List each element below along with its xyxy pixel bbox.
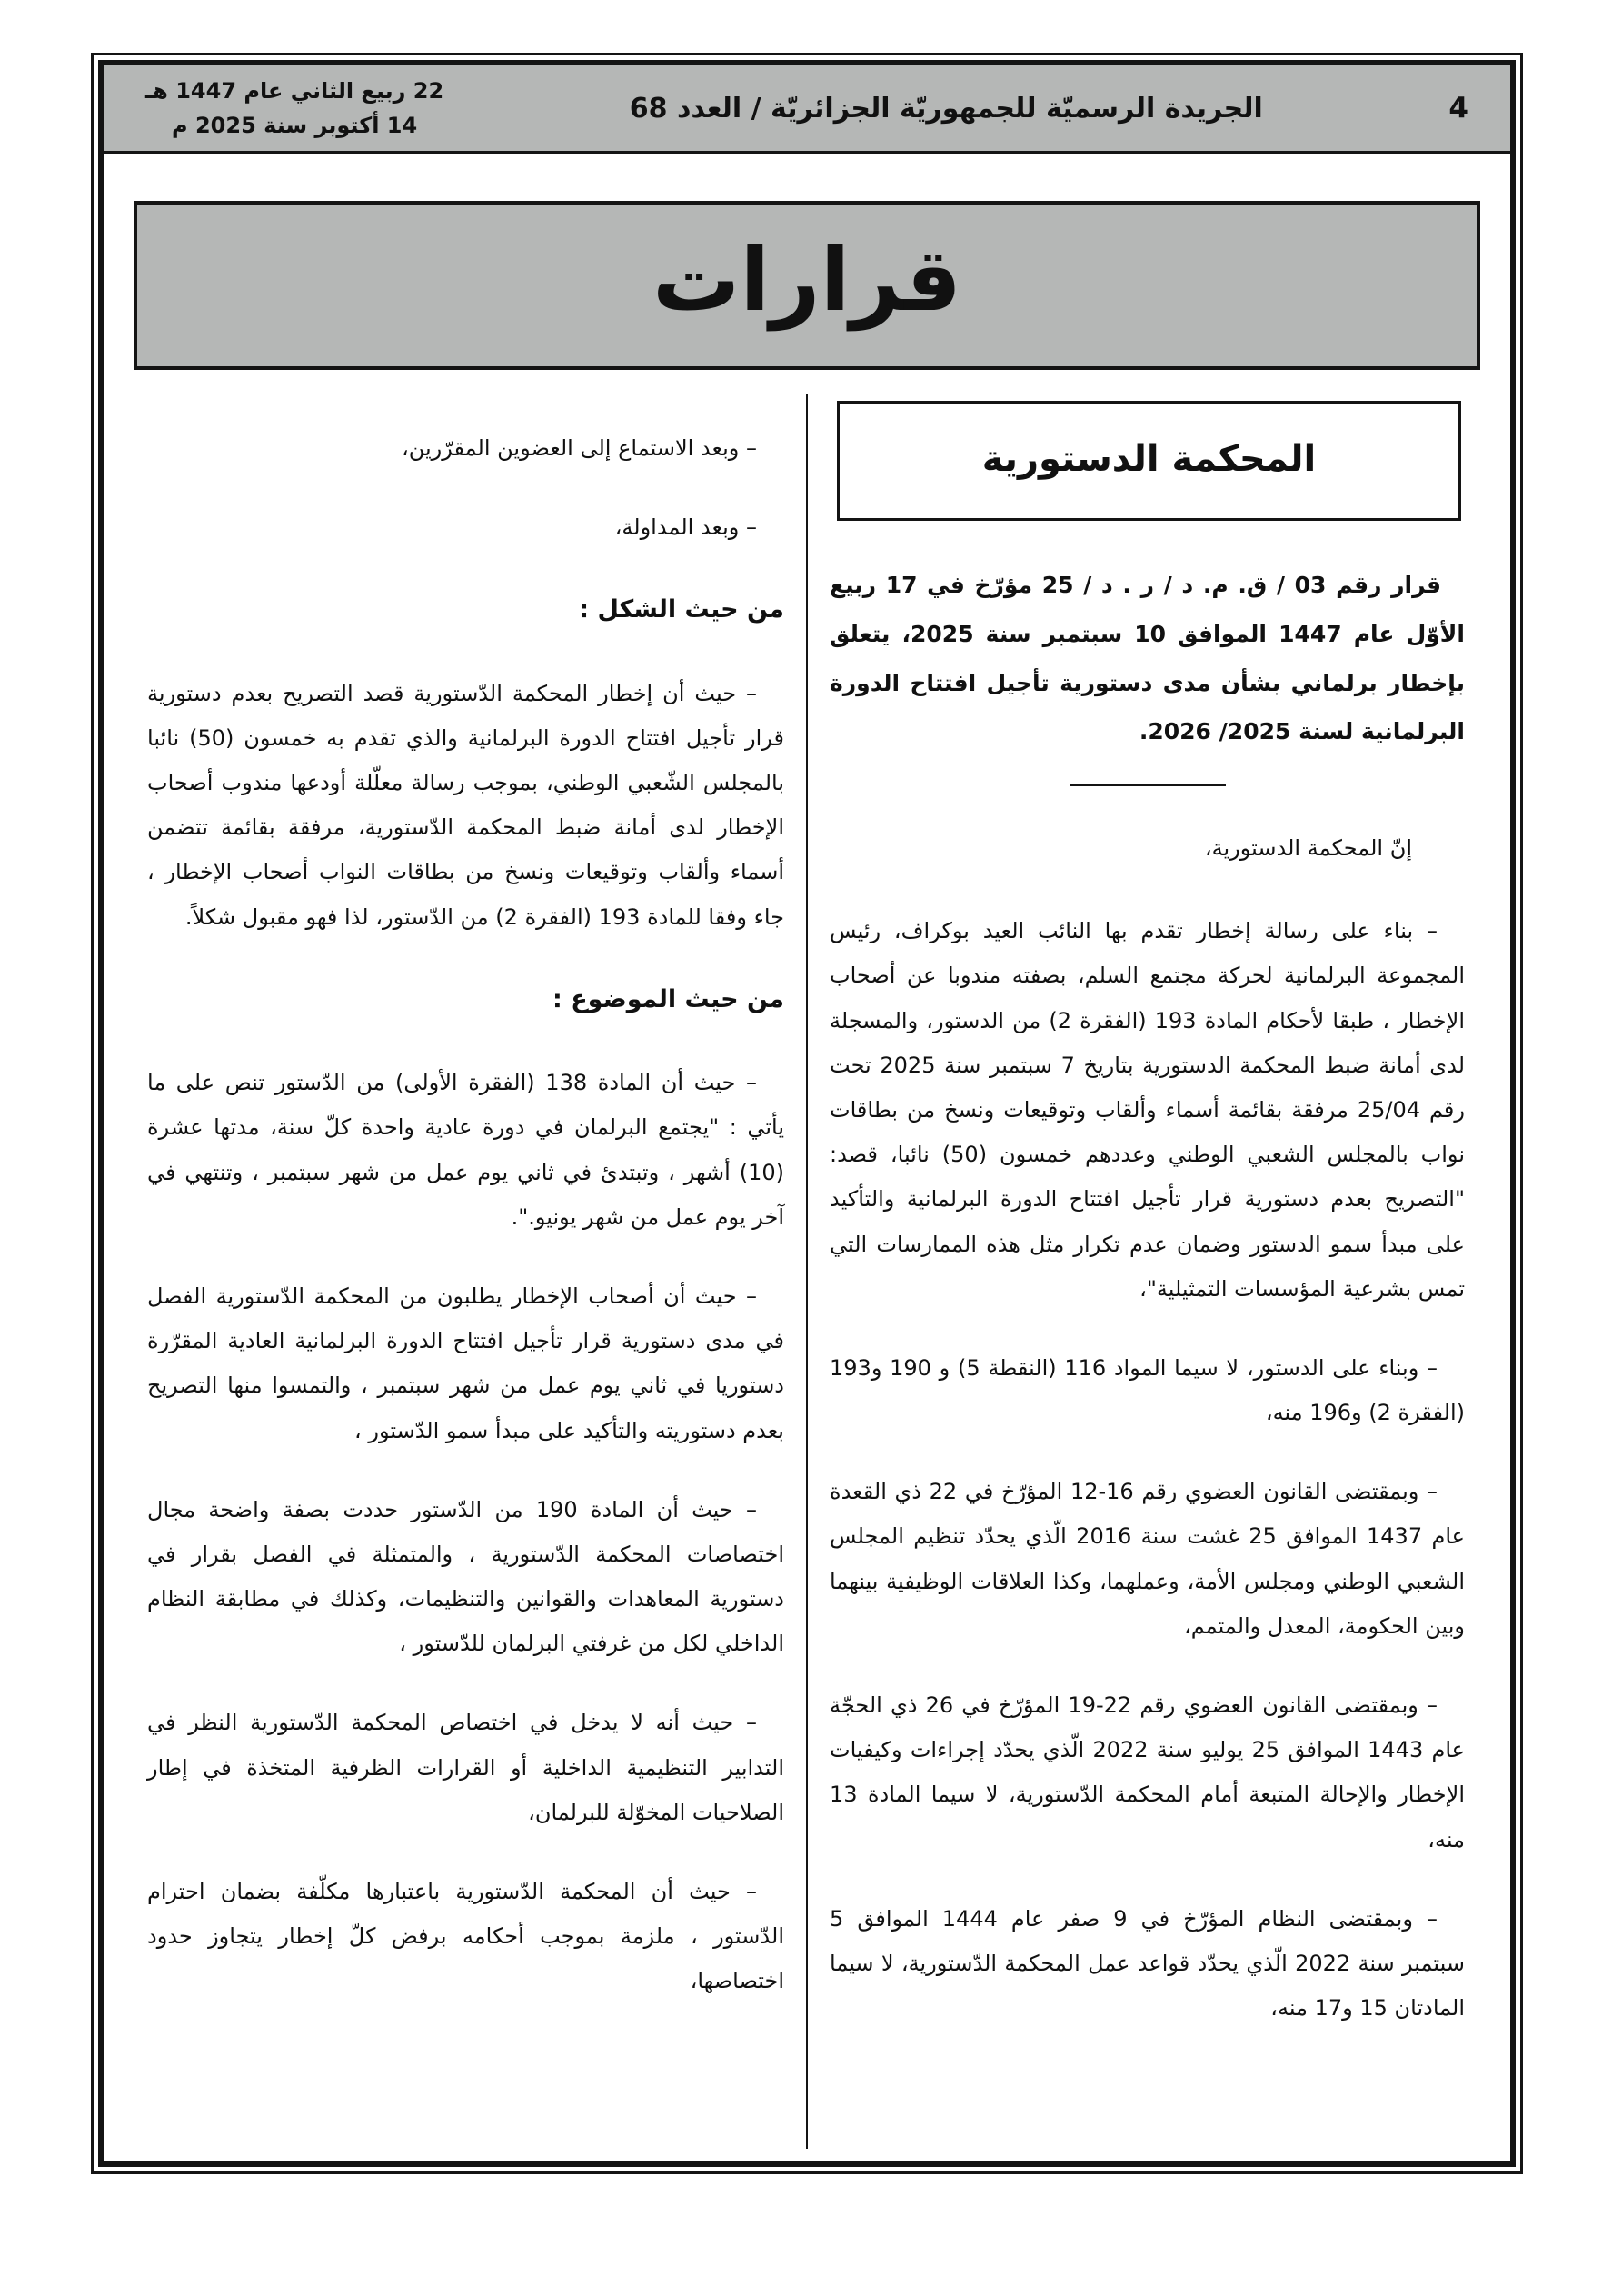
decree-paragraph: – حيث أن المحكمة الدّستورية باعتبارها مكلّفة بضمان احترام الدّستور ، ملزمة بموجب أحكامه برفض كلّ إخطار يتجاوز حدود اختصاصها، bbox=[147, 1879, 784, 1994]
decree-paragraph: – وبعد الاستماع إلى العضوين المقرّرين، bbox=[401, 435, 757, 461]
date-gregorian: 14 أكتوبر سنة 2025 م bbox=[172, 113, 418, 138]
date-hijri: 22 ربيع الثاني عام 1447 هـ bbox=[145, 77, 444, 104]
columns-area bbox=[131, 394, 1483, 2149]
section-banner bbox=[134, 201, 1480, 370]
decree-paragraph: – حيث أن المادة 138 (الفقرة الأولى) من الدّستور تنص على ما يأتي : "يجتمع البرلمان في دورة عادية واحدة كلّ سنة، مدتها عشرة (10) أشهر ، وتبتدئ في ثاني يوم عمل من شهر سبتمبر ، وتنتهي في آخر يوم عمل من شهر يونيو.". bbox=[147, 1070, 784, 1230]
decree-paragraph: – بناء على رسالة إخطار تقدم بها النائب العيد بوكراف، رئيس المجموعة البرلمانية لحركة مجتمع السلم، بصفته مندوبا عن أصحاب الإخطار ، طبقا لأحكام المادة 193 (الفقرة 2) من الدستور، والمسجلة لدى أمانة ضبط المحكمة الدستورية بتاريخ 7 سبتمبر سنة 2025 تحت رقم 25/04 مرفقة بقائمة أسماء وألقاب وتوقيعات ونسخ من بطاقات نواب بالمجلس الشعبي الوطني وعددهم خمسون (50) نائبا، قصد: "التصريح بعدم دستورية قرار تأجيل افتتاح الدورة البرلمانية والتأكيد على مبدأ سمو الدستور وضمان عدم تكرار مثل هذه الممارسات التي تمس بشرعية المؤسسات التمثيلية"، bbox=[830, 918, 1466, 1302]
left-column bbox=[131, 394, 806, 2149]
section-banner-title: قرارات bbox=[652, 229, 962, 331]
page-frame-outer bbox=[91, 53, 1523, 2174]
decree-paragraph: – حيث أن أصحاب الإخطار يطلبون من المحكمة الدّستورية الفصل في مدى دستورية قرار تأجيل افتتاح الدورة البرلمانية العادية المقرّرة دستوريا في ثاني يوم عمل من شهر سبتمبر ، والتمسوا منها التصريح بعدم دستوريته والتأكيد على مبدأ سمو الدّستور ، bbox=[147, 1283, 784, 1443]
masthead bbox=[104, 65, 1510, 154]
decree-paragraph: – وبناء على الدستور، لا سيما المواد 116 (النقطة 5) و 190 و193 (الفقرة 2) و196 منه، bbox=[830, 1354, 1465, 1426]
decree-paragraph: – حيث أنه لا يدخل في اختصاص المحكمة الدّستورية النظر في التدابير التنظيمية الداخلية أو القرارات الظرفية المتخذة في إطار الصلاحيات المخوّلة للبرلمان، bbox=[147, 1710, 784, 1825]
subsection-heading-subject: من حيث الموضوع : bbox=[552, 984, 784, 1013]
page-number: 4 bbox=[1448, 92, 1468, 125]
issue-dates bbox=[145, 74, 443, 144]
decree-intro: إنّ المحكمة الدستورية، bbox=[1204, 835, 1412, 861]
page-frame-inner bbox=[98, 60, 1516, 2167]
court-title-box bbox=[837, 401, 1461, 521]
section-rule bbox=[1070, 784, 1226, 786]
decree-paragraph: – حيث أن إخطار المحكمة الدّستورية قصد التصريح بعدم دستورية قرار تأجيل افتتاح الدورة البرلمانية والذي تقدم به خمسون (50) نائبا بالمجلس الشّعبي الوطني، بموجب رسالة معلّلة أودعها مندوب أصحاب الإخطار لدى أمانة ضبط المحكمة الدّستورية، مرفقة بقائمة تتضمن أسماء وألقاب وتوقيعات ونسخ من بطاقات النواب أصحاب الإخطار ، جاء وفقا للمادة 193 (الفقرة 2) من الدّستور، لذا فهو مقبول شكلاً. bbox=[147, 680, 785, 930]
decree-paragraph: – وبمقتضى القانون العضوي رقم 16‏-‏12 المؤرّخ في 22 ذي القعدة عام 1437 الموافق 25 غشت سنة 2016 الّذي يحدّد تنظيم المجلس الشعبي الوطني ومجلس الأمة، وعملهما، وكذا العلاقات الوظيفية بينهما وبين الحكومة، المعدل والمتمم، bbox=[830, 1479, 1465, 1639]
decree-paragraph: – وبمقتضى القانون العضوي رقم 22‏-‏19 المؤرّخ في 26 ذي الحجّة عام 1443 الموافق 25 يوليو سنة 2022 الّذي يحدّد إجراءات وكيفيات الإخطار والإحالة المتبعة أمام المحكمة الدّستورية، لا سيما المادة 13 منه، bbox=[830, 1692, 1466, 1852]
subsection-heading-form: من حيث الشكل : bbox=[579, 595, 784, 624]
column-divider bbox=[806, 394, 808, 2149]
gazette-title: الجريدة الرسميّة للجمهوريّة الجزائريّة / العدد 68 bbox=[629, 92, 1263, 125]
decree-paragraph: – وبمقتضى النظام المؤرّخ في 9 صفر عام 1444 الموافق 5 سبتمبر سنة 2022 الّذي يحدّد قواعد عمل المحكمة الدّستورية، لا سيما المادتان 15 و17 منه، bbox=[830, 1905, 1465, 2021]
decree-title: قرار رقم 03 / ق. م. د / ر . د / 25 مؤرّخ في 17 ربيع الأوّل عام 1447 الموافق 10 سبتمبر سنة 2025، يتعلق بإخطار برلماني بشأن مدى دستورية تأجيل افتتاح الدورة البرلمانية لسنة 2025/ 2026. bbox=[830, 572, 1465, 745]
decree-paragraph: – وبعد المداولة، bbox=[614, 514, 757, 541]
court-title: المحكمة الدستورية bbox=[981, 438, 1317, 480]
decree-paragraph: – حيث أن المادة 190 من الدّستور حددت بصفة واضحة مجال اختصاصات المحكمة الدّستورية ، والمتمثلة في الفصل بقرار في دستورية المعاهدات والقوانين والتنظيمات، وكذلك في مطابقة النظام الداخلي لكل من غرفتي البرلمان للدّستور ، bbox=[147, 1496, 784, 1657]
right-column bbox=[808, 394, 1483, 2149]
